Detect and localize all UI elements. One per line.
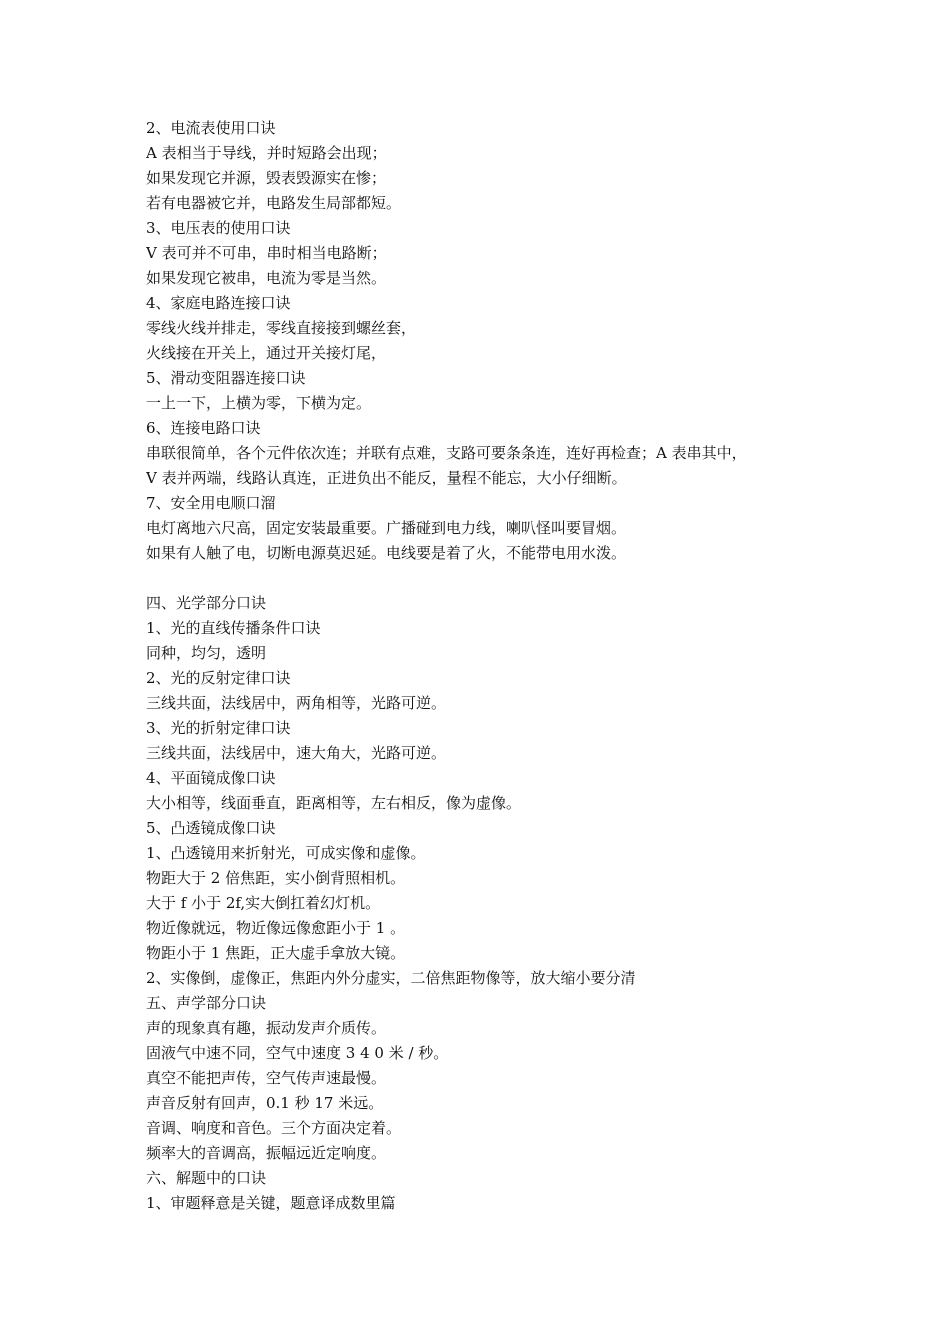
- text-line: 零线火线并排走，零线直接接到螺丝套，: [146, 319, 417, 337]
- text-line: 同种，均匀，透明: [146, 644, 267, 662]
- text-line: 3、电压表的使用口诀: [146, 219, 291, 237]
- text-line: 大小相等，线面垂直，距离相等，左右相反，像为虚像。: [146, 794, 522, 812]
- text-line: 2、电流表使用口诀: [146, 119, 276, 137]
- text-line: 2、光的反射定律口诀: [146, 669, 291, 687]
- section-heading: 六、解题中的口诀: [146, 1169, 267, 1187]
- text-line: 1、审题释意是关键，题意译成数里篇: [146, 1194, 396, 1212]
- blank-line: [146, 566, 836, 591]
- text-line: 若有电器被它并，电路发生局部都短。: [146, 194, 402, 212]
- text-line: 1、凸透镜用来折射光，可成实像和虚像。: [146, 844, 426, 862]
- text-line: 电灯离地六尺高，固定安装最重要。广播碰到电力线，喇叭怪叫要冒烟。: [146, 519, 627, 537]
- text-line: 3、光的折射定律口诀: [146, 719, 291, 737]
- text-line: 大于 f 小于 2f,实大倒扛着幻灯机。: [146, 894, 381, 912]
- text-line: 2、实像倒，虚像正，焦距内外分虚实，二倍焦距物像等，放大缩小要分清: [146, 969, 636, 987]
- text-line: 固液气中速不同，空气中速度 3 4 0 米 / 秒。: [146, 1044, 449, 1062]
- text-line: 5、滑动变阻器连接口诀: [146, 369, 306, 387]
- text-line: 6、连接电路口诀: [146, 419, 261, 437]
- text-line: 频率大的音调高，振幅远近定响度。: [146, 1144, 387, 1162]
- text-line: V 表并两端，线路认真连，正进负出不能反，量程不能忘，大小仔细断。: [146, 469, 627, 487]
- text-line: A 表相当于导线，并时短路会出现；: [146, 144, 387, 162]
- text-line: 7、安全用电顺口溜: [146, 494, 276, 512]
- text-line: 真空不能把声传，空气传声速最慢。: [146, 1069, 387, 1087]
- text-line: 1、光的直线传播条件口诀: [146, 619, 321, 637]
- text-line: 串联很简单，各个元件依次连；并联有点难，支路可要条条连，连好再检查；A 表串其中，: [146, 444, 747, 462]
- text-line: 5、凸透镜成像口诀: [146, 819, 276, 837]
- text-line: 4、平面镜成像口诀: [146, 769, 276, 787]
- text-line: V 表可并不可串，串时相当电路断；: [146, 244, 387, 262]
- section-heading: 四、光学部分口诀: [146, 594, 267, 612]
- text-line: 如果发现它被串，电流为零是当然。: [146, 269, 387, 287]
- text-line: 三线共面，法线居中，速大角大，光路可逆。: [146, 744, 447, 762]
- text-line: 声的现象真有趣，振动发声介质传。: [146, 1019, 387, 1037]
- text-line: 物距大于 2 倍焦距，实小倒背照相机。: [146, 869, 406, 887]
- text-line: 如果有人触了电，切断电源莫迟延。电线要是着了火，不能带电用水泼。: [146, 544, 627, 562]
- text-line: 火线接在开关上，通过开关接灯尾，: [146, 344, 387, 362]
- text-line: 物距小于 1 焦距，正大虚手拿放大镜。: [146, 944, 406, 962]
- text-line: 4、家庭电路连接口诀: [146, 294, 291, 312]
- text-line: 三线共面，法线居中，两角相等，光路可逆。: [146, 694, 447, 712]
- text-line: 如果发现它并源，毁表毁源实在惨；: [146, 169, 387, 187]
- text-line: 声音反射有回声，0.1 秒 17 米远。: [146, 1094, 384, 1112]
- text-line: 物近像就远，物近像远像愈距小于 1 。: [146, 919, 406, 937]
- document-body: [146, 116, 836, 1216]
- text-line: 音调、响度和音色。三个方面决定着。: [146, 1119, 402, 1137]
- section-heading: 五、声学部分口诀: [146, 994, 267, 1012]
- text-line: 一上一下，上横为零，下横为定。: [146, 394, 372, 412]
